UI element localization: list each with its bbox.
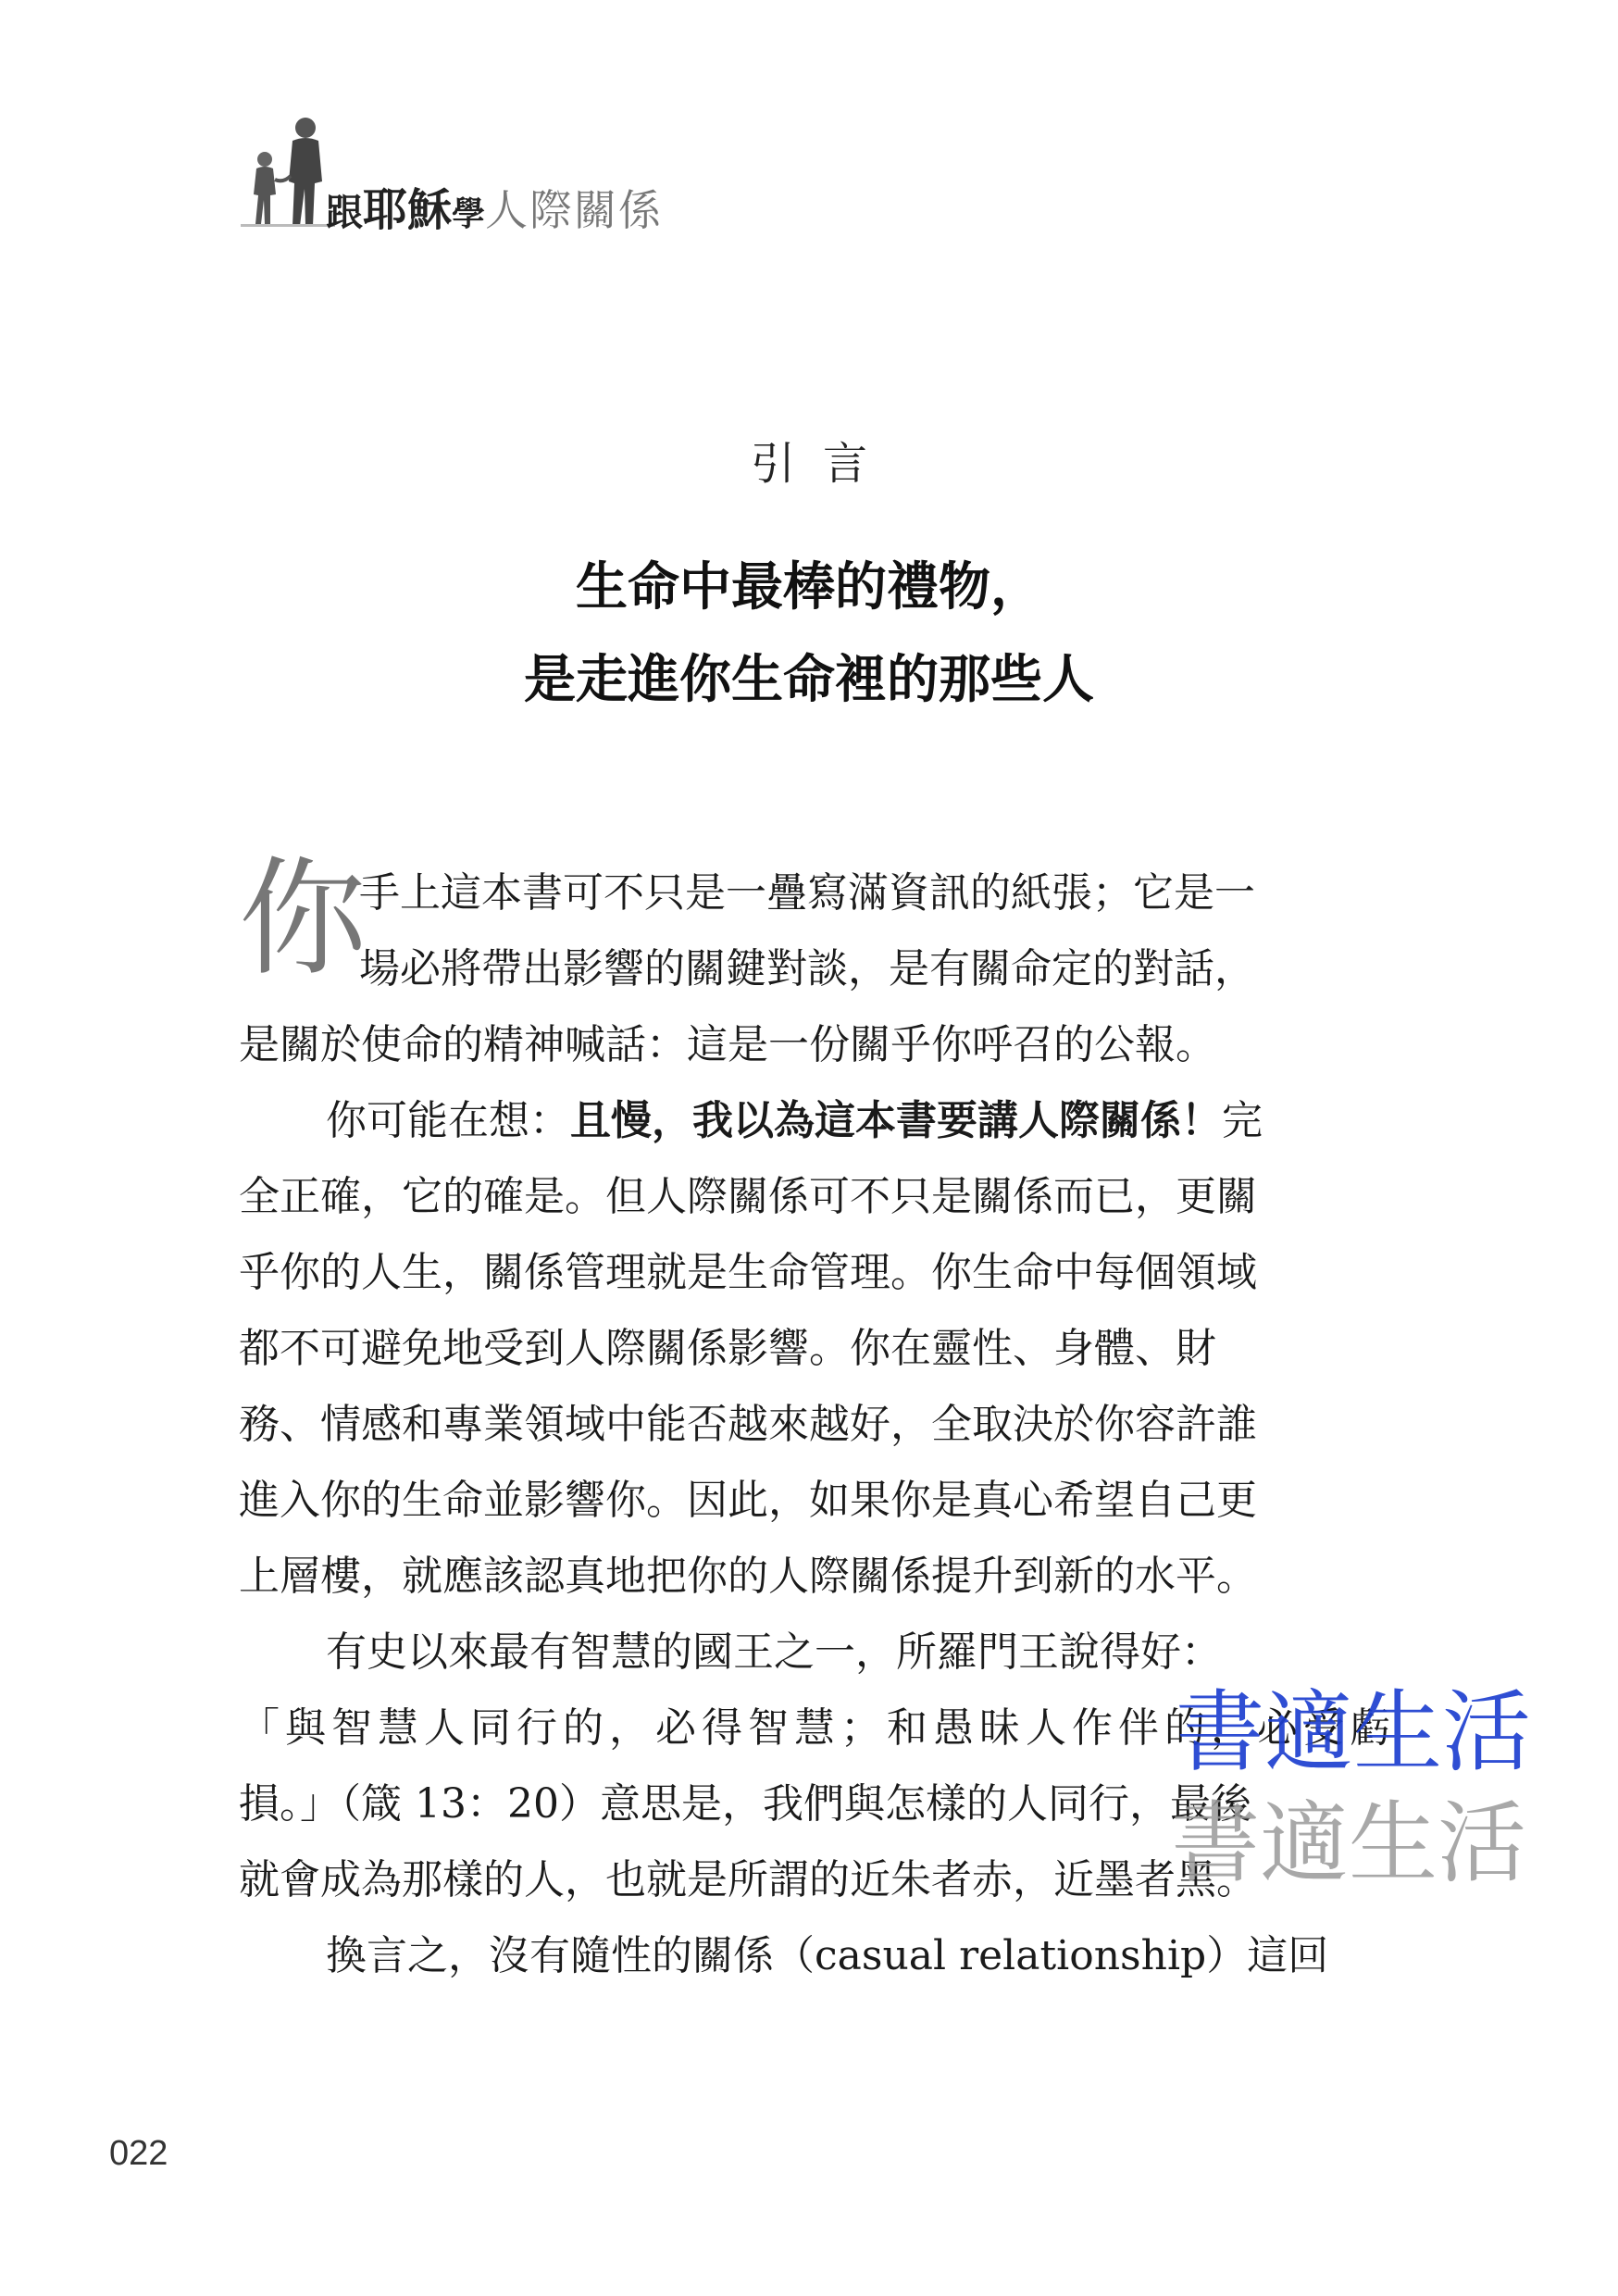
chapter-title-line: 是走進你生命裡的那些人 (524, 650, 1094, 710)
text-line: 全正確，它的確是。但人際關係可不只是關係而已，更關 (239, 1173, 1257, 1220)
chapter-title-line: 生命中最棒的禮物， (576, 557, 1042, 618)
text-line: 進入你的生命並影響你。因此，如果你是真心希望自己更 (239, 1477, 1257, 1524)
running-header (233, 109, 715, 236)
text-line: 務、情感和專業領域中能否越來越好，全取決於你容許誰 (239, 1401, 1257, 1448)
text-line: 都不可避免地受到人際關係影響。你在靈性、身體、財 (239, 1325, 1216, 1372)
text-line: 換言之，沒有隨性的關係（casual relationship）這回 (326, 1932, 1329, 1979)
text-line: 乎你的人生，關係管理就是生命管理。你生命中每個領域 (239, 1249, 1257, 1296)
running-header-title (326, 174, 663, 238)
text-line: 是關於使命的精神喊話：這是一份關乎你呼召的公報。 (239, 1021, 1216, 1068)
header-title-part: 耶穌 (363, 184, 453, 236)
drop-cap: 你 (239, 844, 367, 993)
text-line: 有史以來最有智慧的國王之一，所羅門王說得好： (326, 1628, 1222, 1676)
text-line: 手上這本書可不只是一疊寫滿資訊的紙張；它是一 (359, 869, 1255, 917)
text-line: 場必將帶出影響的關鍵對談，是有關命定的對話， (359, 945, 1255, 992)
text-line: 損。」（箴 13：20）意思是，我們與怎樣的人同行，最後 (239, 1780, 1251, 1828)
watermark-blue: 書適生活 (1176, 1680, 1531, 1784)
text-line: 就會成為那樣的人，也就是所謂的近朱者赤，近墨者黑。 (239, 1856, 1257, 1903)
header-title-part: 跟 (326, 191, 363, 234)
chapter-title (0, 542, 1618, 727)
text-line: 「與智慧人同行的，必得智慧；和愚昧人作伴的，必受虧 (239, 1704, 1396, 1752)
text-span: 完 (1222, 1097, 1263, 1144)
watermark-gray: 書適生活 (1171, 1791, 1526, 1895)
text-line: 上層樓，就應該認真地把你的人際關係提升到新的水平。 (239, 1553, 1257, 1600)
header-title-part: 人際關係 (485, 185, 664, 235)
header-title-part: 學 (452, 194, 486, 233)
section-label: 引言 (750, 438, 895, 490)
text-span: 你可能在想： (326, 1097, 570, 1144)
emphasis-text: 且慢，我以為這本書要講人際關係！ (570, 1097, 1222, 1144)
page-number: 022 (109, 2134, 168, 2173)
text-line (239, 1083, 1387, 1159)
